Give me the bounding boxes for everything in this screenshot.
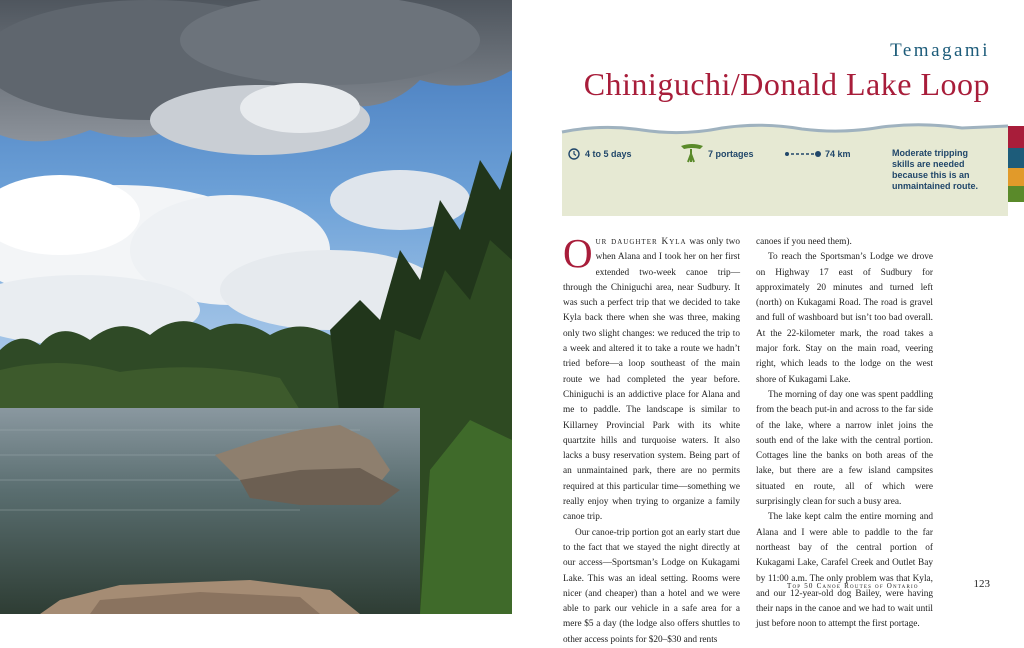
lead-in-smallcaps: ur daughter Kyla [595, 237, 687, 247]
paragraph [563, 230, 740, 526]
running-footer: Top 50 Canoe Routes of Ontario [787, 582, 919, 590]
duration-label: 4 to 5 days [585, 149, 632, 159]
article-page [512, 0, 1024, 645]
region-heading: Temagami [890, 40, 990, 61]
distance-label: 74 km [825, 149, 851, 159]
lake-photo [0, 0, 512, 614]
paragraph: canoes if you need them). [756, 237, 852, 247]
text-column-2 [756, 235, 933, 633]
portages-label: 7 portages [708, 149, 754, 159]
paragraph: Our canoe-trip portion got an early start due to the fact that we stayed the night directly at our access—Sportsman’s Lodge on Kukagami Lake. This was an ideal setting. Rooms were nicer (and cheaper) than a hotel and we were able to park our vehicle in a safe area for a mere $5 a day (the lodge also offers shuttles to other access points for $20–$30 and rents [563, 527, 740, 645]
lake-scene-illustration [0, 0, 512, 614]
text-column-1 [563, 230, 740, 648]
paragraph-text: was only two when Alana and I took her on her first extended two-week canoe trip—through the Chiniguchi area, near Sudbury. It was such a perfect trip that we decided to take Kyla back there when she was three, making only two slight changes: we reduced the trip to a week and altered it to take a route we hadn’t tried before—a loop southeast of the main route we had completed the year before. Chiniguchi is an addictive place for Alana and me to paddle. The landscape is similar to Killarney Provincial Park with its white quartzite hills and turquoise waters. It also lacks a busy reservation system. Being part of an unmaintained park, there are no permits required at this particular time—something we really enjoy when trying to organize a family canoe trip. [563, 237, 740, 523]
paragraph: The lake kept calm the entire morning and Alana and I were able to paddle to the far northeast bay of the central portion of Kukagami Lake, Carafel Creek and Outlet Bay by 11:00 a.m. The only problem was that Kyla, and our 12-year-old dog Bailey, were having their naps in the canoe and we had to wait until just before noon to attempt the first portage. [756, 512, 933, 630]
route-info-bar [562, 118, 1024, 216]
drop-cap: O [563, 230, 593, 276]
paragraph: The morning of day one was spent paddling from the beach put-in and across to the far side of the lake, where a narrow inlet joins the south end of the lake with the central portion. Cottages line the banks on both areas of the lake, but there are a few island campsites situated en route, all of which were surprisingly clean for such a busy area. [756, 389, 933, 508]
route-title: Chiniguchi/Donald Lake Loop [583, 66, 990, 102]
difficulty-note: Moderate tripping skills are needed because this is an unmaintained route. [892, 148, 979, 191]
paragraph: To reach the Sportsman’s Lodge we drove on Highway 17 east of Sudbury for approximately 20 minutes and turned left (north) on Kukagami Road. The road is gravel and full of washboard but isn’t too bad overall. At the 22-kilometer mark, the road takes a major fork. Stay on the main road, veering right, which leads to the lodge on the west shore of Kukagami Lake. [756, 252, 933, 385]
page-number: 123 [973, 578, 990, 590]
